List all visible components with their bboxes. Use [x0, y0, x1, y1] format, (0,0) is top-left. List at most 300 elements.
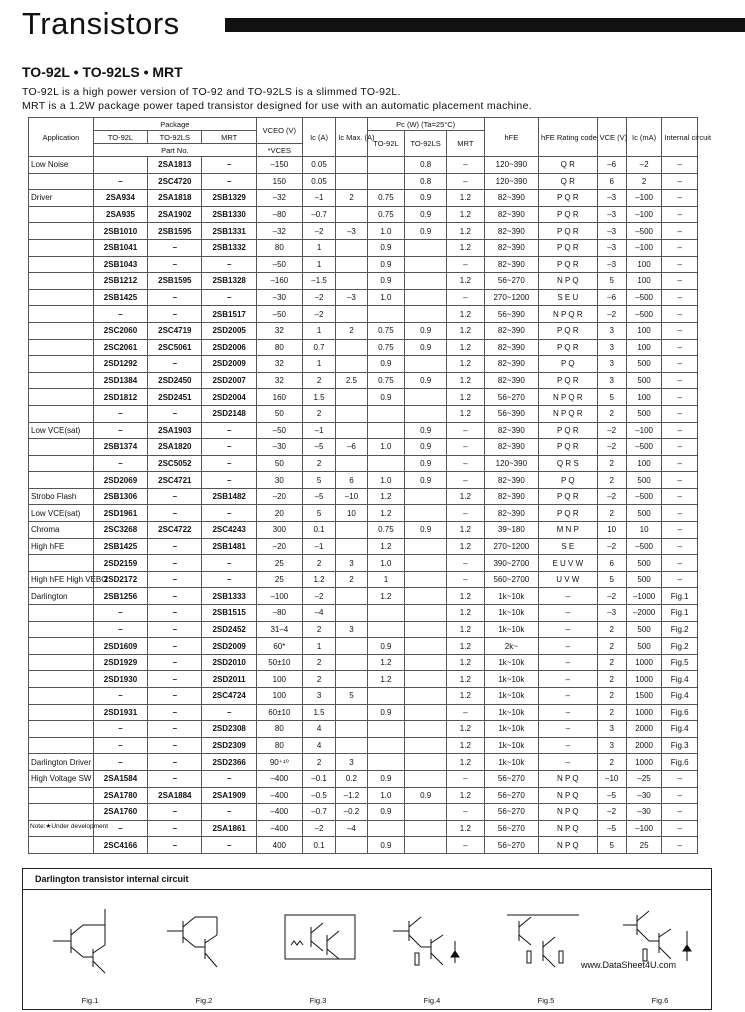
row-vceo: –400 — [256, 770, 302, 787]
row-ic: 1 — [302, 322, 335, 339]
row-circuit: – — [662, 405, 698, 422]
row-mrt: 2SB1482 — [202, 488, 256, 505]
row-icma: 100 — [626, 455, 662, 472]
table-row — [29, 306, 698, 323]
fig-4 — [377, 891, 487, 1007]
row-hfe: 1k~10k — [484, 721, 538, 738]
row-icma: 2000 — [626, 721, 662, 738]
row-to92ls: – — [148, 837, 202, 854]
row-pc-to92ls — [405, 588, 447, 605]
col-pc-to92l: TO-92L — [367, 131, 405, 157]
row-pc-mrt: 1.2 — [447, 621, 485, 638]
row-pc-to92ls — [405, 820, 447, 837]
row-icma: –500 — [626, 439, 662, 456]
row-hfe: 82~390 — [484, 439, 538, 456]
row-pc-to92l: 0.75 — [367, 190, 405, 207]
row-vceo: 31–4 — [256, 621, 302, 638]
row-ic: 2 — [302, 671, 335, 688]
row-to92ls: – — [148, 770, 202, 787]
row-pc-to92ls: 0.9 — [405, 372, 447, 389]
row-pc-to92ls: 0.9 — [405, 439, 447, 456]
row-to92l: 2SD2069 — [93, 472, 147, 489]
table-row — [29, 704, 698, 721]
row-to92ls: – — [148, 654, 202, 671]
row-to92ls: – — [148, 356, 202, 373]
col-hfe: hFE — [484, 118, 538, 157]
row-icma: 500 — [626, 571, 662, 588]
row-icmax — [336, 273, 367, 290]
row-to92ls: 2SC5061 — [148, 339, 202, 356]
row-circuit: – — [662, 422, 698, 439]
row-hfe-rank: P Q R — [539, 206, 598, 223]
section-subtitle: TO-92L • TO-92LS • MRT — [22, 64, 183, 80]
row-pc-mrt: – — [447, 837, 485, 854]
row-pc-to92l — [367, 754, 405, 771]
row-icmax — [336, 737, 367, 754]
row-hfe-rank: N P Q R — [539, 405, 598, 422]
row-mrt: – — [202, 472, 256, 489]
row-icma: 500 — [626, 356, 662, 373]
darlington-circuit-icon — [271, 901, 365, 981]
row-icma: –2000 — [626, 605, 662, 622]
title-bar — [225, 18, 745, 32]
row-icmax — [336, 306, 367, 323]
row-pc-mrt: – — [447, 439, 485, 456]
table-row — [29, 538, 698, 555]
row-to92ls: – — [148, 688, 202, 705]
row-icma: –500 — [626, 538, 662, 555]
row-pc-mrt: 1.2 — [447, 339, 485, 356]
col-ic: Ic (A) — [302, 118, 335, 157]
row-pc-to92ls: 0.9 — [405, 223, 447, 240]
transistor-table — [28, 117, 712, 854]
row-pc-mrt: 1.2 — [447, 389, 485, 406]
row-to92ls: – — [148, 256, 202, 273]
row-pc-to92l — [367, 422, 405, 439]
row-to92l: – — [93, 605, 147, 622]
row-circuit: – — [662, 455, 698, 472]
row-pc-to92l: 1.2 — [367, 488, 405, 505]
row-pc-to92ls — [405, 837, 447, 854]
row-hfe-rank: P Q R — [539, 488, 598, 505]
row-vce: –2 — [597, 439, 626, 456]
row-vce: –3 — [597, 223, 626, 240]
row-pc-to92l: 1.0 — [367, 439, 405, 456]
circuit-divider — [23, 889, 711, 890]
row-vce: 2 — [597, 754, 626, 771]
row-icmax — [336, 422, 367, 439]
table-row — [29, 621, 698, 638]
row-to92l — [93, 157, 147, 174]
row-icmax: 5 — [336, 688, 367, 705]
row-hfe-rank: P Q R — [539, 322, 598, 339]
row-vce: –2 — [597, 306, 626, 323]
row-circuit: – — [662, 256, 698, 273]
circuit-panel — [22, 868, 712, 1010]
row-vceo: 150 — [256, 173, 302, 190]
row-hfe-rank: N P Q — [539, 787, 598, 804]
row-vceo: –50 — [256, 306, 302, 323]
row-icma: 500 — [626, 372, 662, 389]
row-pc-mrt: 1.2 — [447, 754, 485, 771]
row-to92l: – — [93, 820, 147, 837]
row-vce: –5 — [597, 787, 626, 804]
row-pc-to92l: 1.2 — [367, 654, 405, 671]
row-mrt: 2SD2009 — [202, 356, 256, 373]
row-hfe: 82~390 — [484, 223, 538, 240]
row-pc-mrt: 1.2 — [447, 356, 485, 373]
row-application: Driver — [29, 190, 94, 207]
row-pc-to92l: 1.2 — [367, 538, 405, 555]
row-circuit: – — [662, 190, 698, 207]
row-icma: –500 — [626, 306, 662, 323]
row-icmax: 6 — [336, 472, 367, 489]
row-application — [29, 704, 94, 721]
row-icmax: –0.2 — [336, 804, 367, 821]
row-hfe: 82~390 — [484, 256, 538, 273]
row-to92l: 2SC4166 — [93, 837, 147, 854]
row-to92l: 2SA1584 — [93, 770, 147, 787]
row-pc-to92ls: 0.8 — [405, 173, 447, 190]
row-to92l: 2SB1212 — [93, 273, 147, 290]
row-hfe: 82~390 — [484, 322, 538, 339]
col-pc-mrt: MRT — [447, 131, 485, 157]
row-vceo: –400 — [256, 820, 302, 837]
row-pc-mrt: 1.2 — [447, 654, 485, 671]
row-to92l: – — [93, 173, 147, 190]
row-ic: –4 — [302, 605, 335, 622]
row-to92l: – — [93, 422, 147, 439]
row-icma: 100 — [626, 273, 662, 290]
row-ic: 5 — [302, 472, 335, 489]
row-vce: –2 — [597, 588, 626, 605]
row-hfe-rank: N P Q — [539, 804, 598, 821]
row-hfe-rank: Q R — [539, 173, 598, 190]
row-hfe: 82~390 — [484, 505, 538, 522]
row-hfe-rank: N P Q — [539, 820, 598, 837]
row-to92l: – — [93, 754, 147, 771]
row-pc-to92l — [367, 737, 405, 754]
row-mrt: – — [202, 455, 256, 472]
row-to92ls: 2SC4721 — [148, 472, 202, 489]
row-to92l: 2SD2159 — [93, 555, 147, 572]
row-icma: 1000 — [626, 671, 662, 688]
row-hfe: 1k~10k — [484, 688, 538, 705]
row-icmax — [336, 256, 367, 273]
row-ic: –1 — [302, 422, 335, 439]
row-icmax: 3 — [336, 754, 367, 771]
row-ic: 2 — [302, 372, 335, 389]
row-ic: 2 — [302, 654, 335, 671]
row-vceo: 300 — [256, 522, 302, 539]
row-ic: 4 — [302, 721, 335, 738]
row-icma: 2 — [626, 173, 662, 190]
row-mrt: – — [202, 770, 256, 787]
row-to92l: 2SC2060 — [93, 322, 147, 339]
row-mrt: 2SD2007 — [202, 372, 256, 389]
table-row — [29, 770, 698, 787]
row-hfe-rank: U V W — [539, 571, 598, 588]
row-vce: 3 — [597, 339, 626, 356]
row-pc-to92ls — [405, 654, 447, 671]
row-pc-mrt: – — [447, 472, 485, 489]
col-mrt: MRT — [202, 131, 256, 144]
row-ic: –5 — [302, 439, 335, 456]
row-pc-to92ls — [405, 289, 447, 306]
row-hfe: 82~390 — [484, 206, 538, 223]
row-hfe-rank: – — [539, 605, 598, 622]
table-row — [29, 654, 698, 671]
row-icma: 1000 — [626, 754, 662, 771]
row-hfe: 82~390 — [484, 190, 538, 207]
row-icma: –500 — [626, 289, 662, 306]
row-hfe-rank: – — [539, 588, 598, 605]
row-icma: 100 — [626, 339, 662, 356]
row-hfe: 1k~10k — [484, 671, 538, 688]
row-to92ls: – — [148, 621, 202, 638]
fig-6 — [605, 891, 715, 1007]
row-mrt: 2SA1909 — [202, 787, 256, 804]
row-application: Darlington Driver — [29, 754, 94, 771]
row-icma: –100 — [626, 820, 662, 837]
fig-3-label: Fig.3 — [309, 996, 327, 1005]
row-hfe: 120~390 — [484, 157, 538, 174]
row-hfe: 560~2700 — [484, 571, 538, 588]
row-pc-to92l — [367, 405, 405, 422]
row-hfe: 1k~10k — [484, 605, 538, 622]
row-mrt: 2SB1328 — [202, 273, 256, 290]
row-vce: –3 — [597, 206, 626, 223]
row-hfe-rank: – — [539, 621, 598, 638]
row-hfe: 56~270 — [484, 837, 538, 854]
row-vceo: –30 — [256, 289, 302, 306]
table-row — [29, 804, 698, 821]
row-ic: –1.5 — [302, 273, 335, 290]
row-icmax: 0.2 — [336, 770, 367, 787]
row-to92ls: 2SA1884 — [148, 787, 202, 804]
row-application: Strobo Flash — [29, 488, 94, 505]
row-application: High hFE — [29, 538, 94, 555]
row-vce: 2 — [597, 621, 626, 638]
table-row — [29, 439, 698, 456]
table-row — [29, 356, 698, 373]
row-hfe-rank: P Q R — [539, 256, 598, 273]
row-pc-to92l: 0.75 — [367, 372, 405, 389]
row-pc-to92l — [367, 621, 405, 638]
row-vce: –10 — [597, 770, 626, 787]
row-pc-mrt: 1.2 — [447, 488, 485, 505]
row-pc-to92l — [367, 173, 405, 190]
row-vceo: 30 — [256, 472, 302, 489]
table-row — [29, 588, 698, 605]
row-application — [29, 339, 94, 356]
row-to92ls: 2SC4722 — [148, 522, 202, 539]
row-pc-to92l: 0.9 — [367, 770, 405, 787]
row-pc-to92ls — [405, 688, 447, 705]
row-to92ls: – — [148, 754, 202, 771]
row-circuit: – — [662, 389, 698, 406]
row-to92l: 2SD1930 — [93, 671, 147, 688]
row-circuit: – — [662, 273, 698, 290]
row-mrt: – — [202, 289, 256, 306]
row-pc-mrt: 1.2 — [447, 721, 485, 738]
row-circuit: – — [662, 555, 698, 572]
row-pc-to92ls — [405, 239, 447, 256]
darlington-circuit-icon — [385, 901, 479, 981]
row-hfe: 56~390 — [484, 405, 538, 422]
col-vce: VCE (V) — [597, 118, 626, 157]
row-vceo: –20 — [256, 538, 302, 555]
row-circuit: – — [662, 356, 698, 373]
row-circuit: Fig.4 — [662, 671, 698, 688]
row-icmax — [336, 455, 367, 472]
row-to92ls: 2SB1595 — [148, 223, 202, 240]
table-body — [29, 157, 698, 854]
row-to92l: – — [93, 621, 147, 638]
row-circuit: – — [662, 173, 698, 190]
row-icma: –25 — [626, 770, 662, 787]
row-to92ls: 2SA1902 — [148, 206, 202, 223]
row-icmax — [336, 173, 367, 190]
row-vce: –2 — [597, 488, 626, 505]
row-pc-to92ls — [405, 571, 447, 588]
row-hfe: 270~1200 — [484, 538, 538, 555]
row-pc-to92ls — [405, 389, 447, 406]
row-ic: 2 — [302, 621, 335, 638]
row-pc-to92ls — [405, 638, 447, 655]
row-icma: –2 — [626, 157, 662, 174]
row-to92ls: 2SC5052 — [148, 455, 202, 472]
row-pc-mrt: – — [447, 571, 485, 588]
row-to92ls: 2SC4719 — [148, 322, 202, 339]
row-vce: 3 — [597, 322, 626, 339]
row-vceo: –20 — [256, 488, 302, 505]
row-circuit: Fig.3 — [662, 737, 698, 754]
row-application — [29, 605, 94, 622]
row-circuit: – — [662, 472, 698, 489]
row-vceo: –50 — [256, 422, 302, 439]
row-application: Low VCE(sat) — [29, 505, 94, 522]
row-to92ls: – — [148, 704, 202, 721]
fig-1-label: Fig.1 — [81, 996, 99, 1005]
row-pc-mrt: – — [447, 770, 485, 787]
col-pc: Pc (W) (Ta=25°C) — [367, 118, 484, 131]
row-pc-to92ls — [405, 256, 447, 273]
row-application — [29, 372, 94, 389]
row-ic: –2 — [302, 306, 335, 323]
row-circuit: – — [662, 804, 698, 821]
row-hfe-rank: P Q R — [539, 190, 598, 207]
table-row — [29, 837, 698, 854]
row-mrt: – — [202, 439, 256, 456]
row-to92ls: 2SA1818 — [148, 190, 202, 207]
row-to92l: 2SD1609 — [93, 638, 147, 655]
row-pc-to92l: 0.9 — [367, 638, 405, 655]
row-circuit: – — [662, 206, 698, 223]
row-icmax — [336, 157, 367, 174]
row-to92ls: 2SA1903 — [148, 422, 202, 439]
row-mrt: 2SC4243 — [202, 522, 256, 539]
row-circuit: Fig.2 — [662, 621, 698, 638]
row-ic: –1 — [302, 190, 335, 207]
row-icmax — [336, 721, 367, 738]
row-icmax — [336, 638, 367, 655]
table-row — [29, 472, 698, 489]
row-pc-to92ls — [405, 770, 447, 787]
row-pc-to92l: 0.9 — [367, 256, 405, 273]
circuit-title: Darlington transistor internal circuit — [35, 874, 189, 884]
row-pc-to92ls — [405, 621, 447, 638]
row-to92ls: – — [148, 538, 202, 555]
row-pc-to92ls — [405, 804, 447, 821]
row-pc-to92l: 0.9 — [367, 356, 405, 373]
row-vceo: 160 — [256, 389, 302, 406]
row-circuit: – — [662, 439, 698, 456]
row-hfe-rank: N P Q — [539, 837, 598, 854]
row-pc-mrt: 1.2 — [447, 820, 485, 837]
row-icma: 500 — [626, 638, 662, 655]
row-pc-to92l: 1.0 — [367, 555, 405, 572]
row-mrt: 2SB1332 — [202, 239, 256, 256]
row-ic: –0.5 — [302, 787, 335, 804]
table-row — [29, 256, 698, 273]
row-mrt: 2SB1333 — [202, 588, 256, 605]
table-row — [29, 339, 698, 356]
col-hfe-rank: hFE Rating code — [539, 118, 598, 157]
row-hfe-rank: P Q R — [539, 223, 598, 240]
row-to92l: – — [93, 455, 147, 472]
row-mrt: 2SD2010 — [202, 654, 256, 671]
row-vce: 2 — [597, 638, 626, 655]
row-to92ls: – — [148, 737, 202, 754]
row-icma: 1500 — [626, 688, 662, 705]
row-to92l: 2SB1256 — [93, 588, 147, 605]
row-to92ls: – — [148, 289, 202, 306]
row-to92ls: 2SA1820 — [148, 439, 202, 456]
row-mrt: 2SA1861 — [202, 820, 256, 837]
table-row — [29, 322, 698, 339]
row-mrt: 2SB1517 — [202, 306, 256, 323]
row-circuit: – — [662, 306, 698, 323]
row-hfe-rank: P Q R — [539, 422, 598, 439]
table-row — [29, 239, 698, 256]
row-pc-to92l — [367, 605, 405, 622]
row-pc-to92l: 0.9 — [367, 389, 405, 406]
row-mrt: – — [202, 837, 256, 854]
row-circuit: – — [662, 837, 698, 854]
row-circuit: – — [662, 787, 698, 804]
table-row — [29, 555, 698, 572]
row-ic: –2 — [302, 289, 335, 306]
row-to92l: 2SB1306 — [93, 488, 147, 505]
row-circuit: – — [662, 538, 698, 555]
row-hfe-rank: E U V W — [539, 555, 598, 572]
row-hfe-rank: – — [539, 638, 598, 655]
row-circuit: Fig.4 — [662, 721, 698, 738]
row-pc-to92ls: 0.9 — [405, 472, 447, 489]
row-pc-to92l — [367, 820, 405, 837]
table-row — [29, 721, 698, 738]
row-mrt: – — [202, 704, 256, 721]
row-ic: 1.2 — [302, 571, 335, 588]
row-to92l: 2SB1010 — [93, 223, 147, 240]
row-vce: –2 — [597, 422, 626, 439]
row-icma: –500 — [626, 488, 662, 505]
row-vce: 2 — [597, 472, 626, 489]
row-vceo: 25 — [256, 555, 302, 572]
row-application — [29, 688, 94, 705]
row-vce: –2 — [597, 538, 626, 555]
